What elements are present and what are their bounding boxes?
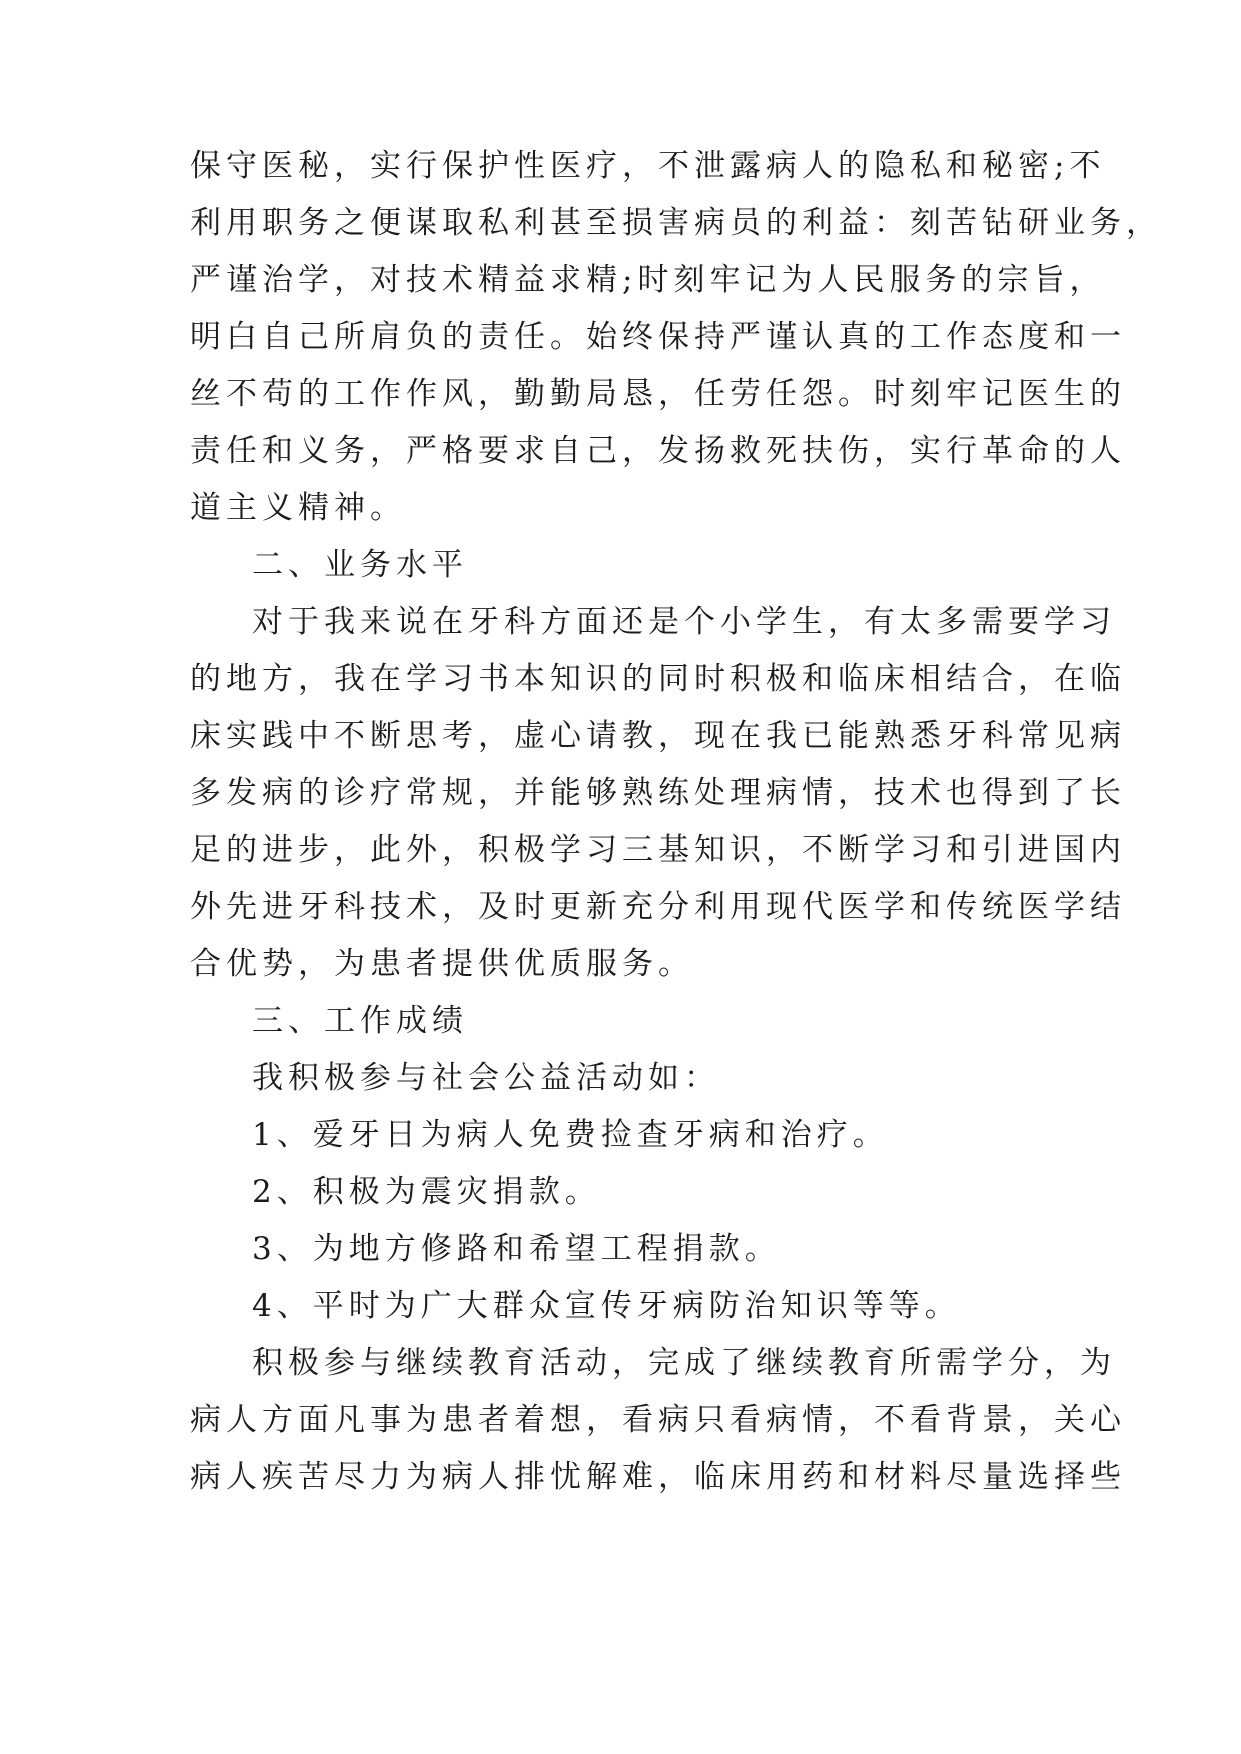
paragraph-line: 床实践中不断思考，虚心请教，现在我已能熟悉牙科常见病 (190, 718, 1126, 754)
paragraph-line: 我积极参与社会公益活动如： (252, 1060, 720, 1096)
paragraph-line: 保守医秘，实行保护性医疗，不泄露病人的隐私和秘密;不 (190, 148, 1106, 184)
section-heading: 三、工作成绩 (252, 1003, 468, 1039)
paragraph-line: 明白自己所肩负的责任。始终保持严谨认真的工作态度和一 (190, 319, 1126, 355)
list-item: 4、平时为广大群众宣传牙病防治知识等等。 (252, 1288, 961, 1324)
paragraph-line: 病人方面凡事为患者着想，看病只看病情，不看背景，关心 (190, 1402, 1126, 1438)
paragraph-line: 道主义精神。 (190, 490, 406, 526)
section-heading: 二、业务水平 (252, 547, 468, 583)
list-item: 3、为地方修路和希望工程捐款。 (252, 1231, 781, 1267)
list-item: 2、积极为震灾捐款。 (252, 1174, 601, 1210)
paragraph-line: 外先进牙科技术，及时更新充分利用现代医学和传统医学结 (190, 889, 1126, 925)
paragraph-line: 严谨治学，对技术精益求精;时刻牢记为人民服务的宗旨， (190, 262, 1106, 298)
paragraph-line: 的地方，我在学习书本知识的同时积极和临床相结合，在临 (190, 661, 1126, 697)
paragraph-line: 丝不苟的工作作风，勤勤局恳，任劳任怨。时刻牢记医生的 (190, 376, 1126, 412)
paragraph-line: 合优势，为患者提供优质服务。 (190, 946, 694, 982)
paragraph-line: 对于我来说在牙科方面还是个小学生，有太多需要学习 (252, 604, 1116, 640)
paragraph-line: 利用职务之便谋取私利甚至损害病员的利益：刻苦钻研业务， (190, 205, 1162, 241)
paragraph-line: 积极参与继续教育活动，完成了继续教育所需学分，为 (252, 1345, 1116, 1381)
paragraph-line: 足的进步，此外，积极学习三基知识，不断学习和引进国内 (190, 832, 1126, 868)
paragraph-line: 责任和义务，严格要求自己，发扬救死扶伤，实行革命的人 (190, 433, 1126, 469)
paragraph-line: 病人疾苦尽力为病人排忧解难，临床用药和材料尽量选择些 (190, 1459, 1126, 1495)
list-item: 1、爱牙日为病人免费捡查牙病和治疗。 (252, 1117, 889, 1153)
paragraph-line: 多发病的诊疗常规，并能够熟练处理病情，技术也得到了长 (190, 775, 1126, 811)
